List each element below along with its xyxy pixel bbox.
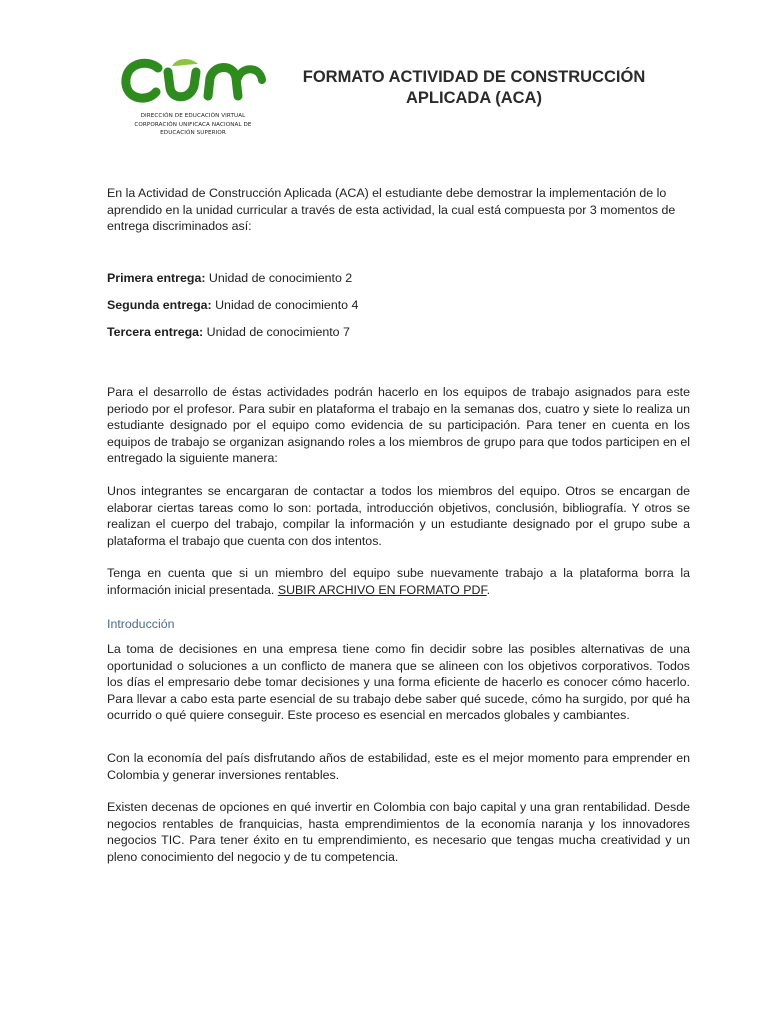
decisions-paragraph: La toma de decisiones en una empresa tiene como fin decidir sobre las posibles alternativas de una oportunidad o soluciones a un conflicto de manera que se alineen con los objetivos corporativos. Todos los días el empresario debe tomar decisiones y una forma eficiente de hacerlo es conocer cómo hacerlo. Para llevar a cabo esta parte esencial de su trabajo debe saber qué sucede, cómo ha surgido, por qué ha ocurrido o qué quiere conseguir. Este proceso es esencial en mercados globales y cambiantes.	[107, 642, 690, 722]
upload-pdf-link[interactable]: SUBIR ARCHIVO EN FORMATO PDF	[277, 582, 487, 597]
title-line-2: APLICADA (ACA)	[406, 89, 542, 107]
intro-paragraph: En la Actividad de Construcción Aplicada (ACA) el estudiante debe demostrar la implementación de lo aprendido en la unidad curricular a través de esta actividad, la cual está compuesta por 3 momentos de entrega discriminados así:	[107, 186, 676, 233]
delivery-third-value: Unidad de conocimiento 7	[203, 325, 350, 339]
delivery-first-value: Unidad de conocimiento 2	[205, 271, 353, 285]
delivery-third	[107, 324, 690, 341]
introduction-heading: Introducción	[107, 617, 175, 631]
note-text: Tenga en cuenta que si un miembro del equipo sube nuevamente trabajo a la plataforma borra la información inicial presentada.	[107, 566, 690, 597]
delivery-first	[107, 270, 690, 287]
economy-paragraph: Con la economía del país disfrutando años de estabilidad, este es el mejor momento para emprender en Colombia y generar inversiones rentables.	[107, 751, 690, 782]
cun-logo-mark	[118, 56, 268, 108]
logo-subtitle-line-1: DIRECCIÓN DE EDUCACIÓN VIRTUAL	[140, 113, 246, 119]
title-line-1: FORMATO ACTIVIDAD DE CONSTRUCCIÓN	[302, 68, 646, 86]
delivery-second-label: Segunda entrega:	[107, 298, 212, 312]
delivery-second-value: Unidad de conocimiento 4	[211, 298, 359, 312]
logo-subtitle	[118, 112, 268, 138]
logo-subtitle-line-3: EDUCACIÓN SUPERIOR	[160, 130, 226, 136]
delivery-second	[107, 297, 690, 314]
note-paragraph	[107, 565, 690, 598]
teams-paragraph: Para el desarrollo de éstas actividades podrán hacerlo en los equipos de trabajo asignados para este periodo por el profesor. Para subir en plataforma el trabajo en la semanas dos, cuatro y siete lo realiza un estudiante designado por el equipo como evidencia de su participación. Para tener en cuenta en los equipos de trabajo se organizan asignando roles a los miembros de grupo para que todos participen en el entregado la siguiente manera:	[107, 385, 690, 465]
delivery-first-label: Primera entrega:	[107, 271, 206, 285]
roles-paragraph: Unos integrantes se encargaran de contactar a todos los miembros del equipo. Otros se encargan de elaborar ciertas tareas como lo son: portada, introducción objetivos, conclusión, bibliografía. Y otros se realizan el cuerpo del trabajo, compilar la información y un estudiante designado por el grupo sube a plataforma el trabajo que cuenta con dos intentos.	[107, 484, 690, 548]
note-end: .	[486, 582, 491, 597]
document-title	[270, 67, 678, 109]
delivery-third-label: Tercera entrega:	[107, 325, 204, 339]
logo-subtitle-line-2: CORPORACIÓN UNIFICACA NACIONAL DE	[134, 121, 252, 128]
options-paragraph: Existen decenas de opciones en qué invertir en Colombia con bajo capital y una gran rentabilidad. Desde negocios rentables de franquicias, hasta emprendimientos de la economía naranja y los innovadores negocios TIC. Para tener éxito en tu emprendimiento, es necesario que tengas mucha creatividad y un pleno conocimiento del negocio y de tu competencia.	[107, 800, 690, 864]
cun-logo	[118, 56, 268, 138]
